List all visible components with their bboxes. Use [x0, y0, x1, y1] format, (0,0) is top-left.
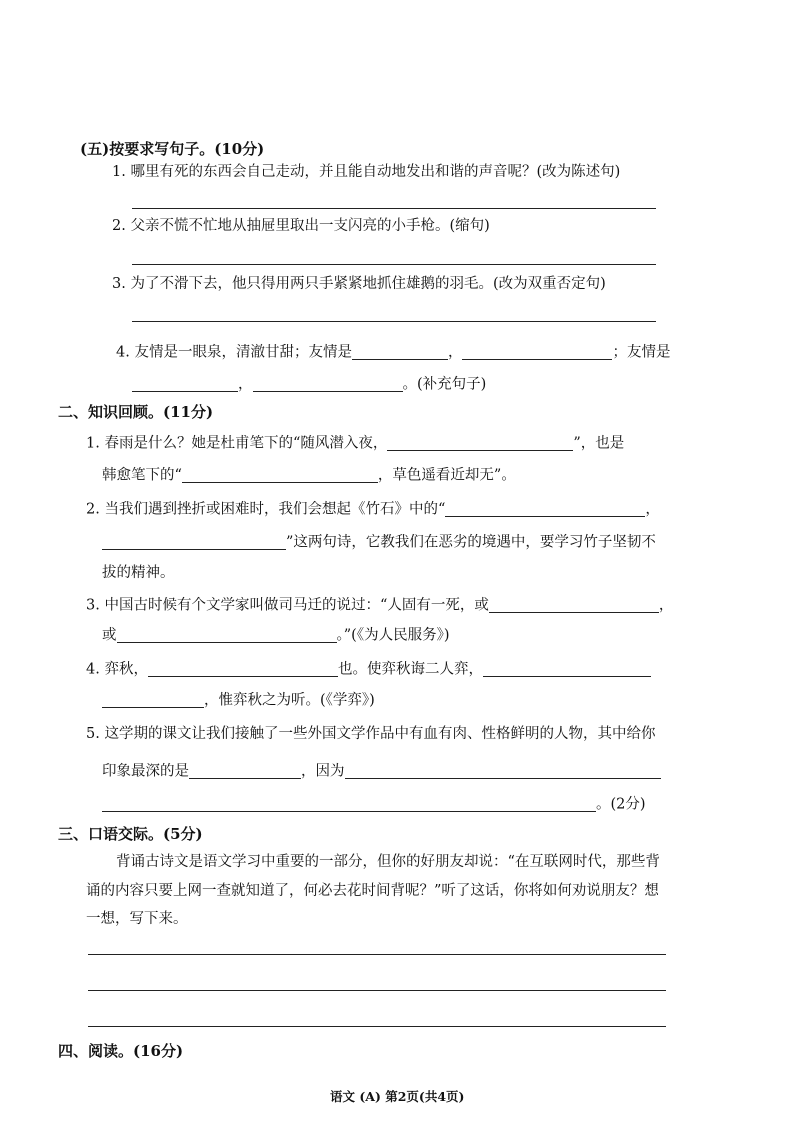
fill-blank[interactable]	[352, 345, 448, 360]
q4-text-c: ；友情是	[612, 344, 671, 361]
fill-blank[interactable]	[132, 377, 238, 392]
section5-q4-line2	[132, 377, 486, 392]
answer-line[interactable]	[132, 208, 656, 209]
section2-q2-line3: 拔的精神。	[102, 565, 175, 581]
section2-q4-line1: 4. 弈秋， 也。使弈秋诲二人弈，	[86, 662, 651, 677]
fill-blank[interactable]	[102, 797, 596, 812]
fill-blank[interactable]	[253, 377, 403, 392]
fill-blank[interactable]	[102, 693, 204, 708]
fill-blank[interactable]	[462, 345, 612, 360]
section2-q3-line2: 或 。”(《为人民服务》)	[102, 627, 450, 644]
page-footer: 语文 (A) 第2页(共4页)	[330, 1089, 465, 1104]
answer-line[interactable]	[88, 990, 666, 991]
fill-blank[interactable]	[117, 628, 337, 643]
answer-line[interactable]	[88, 1026, 666, 1027]
fill-blank[interactable]	[483, 662, 651, 677]
section2-q5-line1: 5. 这学期的课文让我们接触了一些外国文学作品中有血有肉、性格鲜明的人物，其中给你	[86, 726, 656, 742]
section2-q2-line1: 2. 当我们遇到挫折或困难时，我们会想起《竹石》中的“ ，	[86, 501, 660, 518]
section2-heading: 二、知识回顾。(11分)	[58, 403, 214, 421]
section3-para-line3: 一想，写下来。	[86, 911, 188, 927]
fill-blank[interactable]	[387, 436, 573, 451]
q4-text-e: 。(补充句子)	[402, 376, 487, 393]
section2-q5-line2: 印象最深的是 ，因为	[102, 764, 661, 779]
section2-q2-line2: ”这两句诗，它教我们在恶劣的境遇中，要学习竹子坚韧不	[102, 535, 656, 550]
answer-line[interactable]	[132, 264, 656, 265]
section5-q4-line1	[116, 345, 670, 360]
section3-para-line1: 背诵古诗文是语文学习中重要的一部分，但你的好朋友却说：“在互联网时代，那些背	[116, 854, 660, 870]
answer-line[interactable]	[88, 954, 666, 955]
fill-blank[interactable]	[345, 764, 661, 779]
section3-para-line2: 诵的内容只要上网一查就知道了，何必去花时间背呢？”听了这话，你将如何劝说朋友？想	[86, 883, 659, 899]
fill-blank[interactable]	[182, 468, 378, 483]
section2-q4-line2: ，惟弈秋之为听。(《学弈》)	[102, 693, 375, 708]
section3-heading: 三、口语交际。(5分)	[58, 825, 203, 843]
section2-q5-line3: 。(2分)	[102, 797, 646, 812]
section2-q3-line1: 3. 中国古时候有个文学家叫做司马迁的说过：“人固有一死，或 ，	[86, 597, 674, 614]
answer-line[interactable]	[132, 321, 656, 322]
section4-heading: 四、阅读。(16分)	[58, 1042, 184, 1060]
section5-q3: 3. 为了不滑下去，他只得用两只手紧紧地抓住雄鹅的羽毛。(改为双重否定句)	[112, 276, 606, 292]
section5-q2: 2. 父亲不慌不忙地从抽屉里取出一支闪亮的小手枪。(缩句)	[112, 218, 490, 234]
fill-blank[interactable]	[148, 662, 338, 677]
section5-heading: (五)按要求写句子。(10分)	[80, 140, 265, 158]
fill-blank[interactable]	[189, 764, 301, 779]
fill-blank[interactable]	[489, 598, 659, 613]
section5-q1: 1. 哪里有死的东西会自己走动，并且能自动地发出和谐的声音呢？(改为陈述句)	[112, 164, 621, 180]
section2-q1-line2: 韩愈笔下的“ ，草色遥看近却无”。	[102, 467, 516, 484]
q4-text-a: 4. 友情是一眼泉，清澈甘甜；友情是	[116, 344, 352, 361]
fill-blank[interactable]	[445, 502, 645, 517]
section2-q1-line1: 1. 春雨是什么？她是杜甫笔下的“随风潜入夜， ”，也是	[86, 435, 625, 452]
q4-text-d: ，	[238, 376, 253, 393]
fill-blank[interactable]	[102, 535, 286, 550]
q4-text-b: ，	[447, 344, 463, 361]
